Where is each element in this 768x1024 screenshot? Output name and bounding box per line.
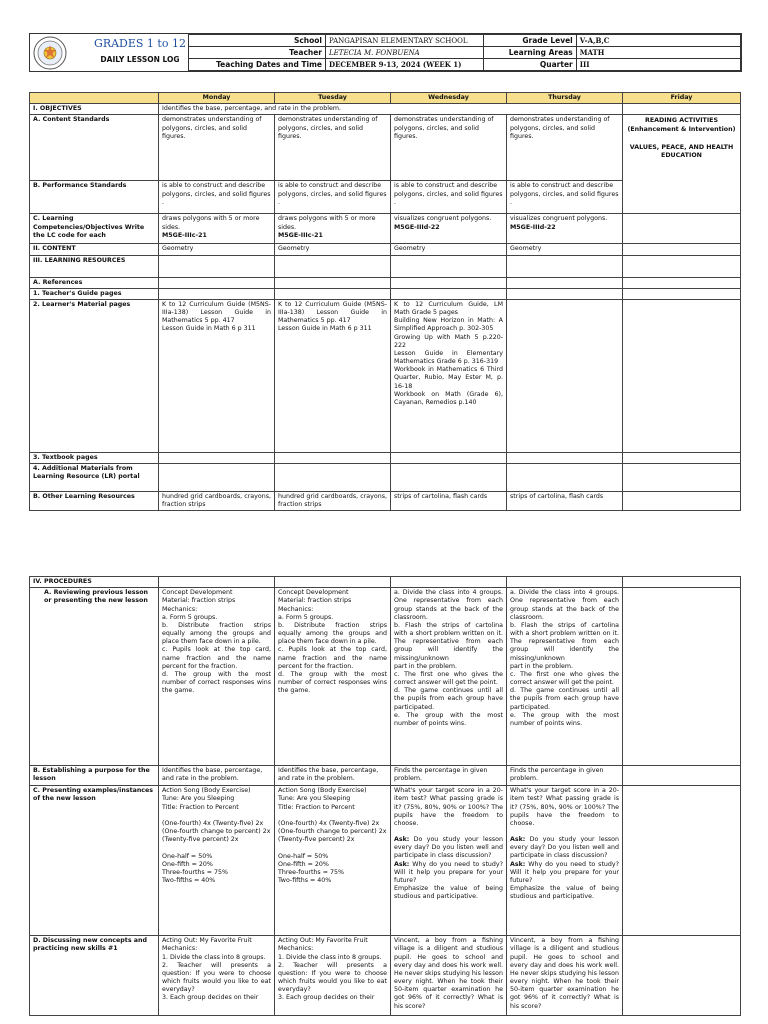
- learning-resources-label: III. LEARNING RESOURCES: [30, 255, 159, 277]
- content-row: [30, 244, 741, 255]
- content-standards-tue: demonstrates understanding of polygons, circles, and solid figures.: [275, 115, 391, 181]
- grade-level-value: V-A,B,C: [576, 35, 740, 47]
- competency-wed: [391, 214, 507, 244]
- addl-thu: [507, 464, 623, 492]
- blank-corner: [30, 93, 159, 104]
- purpose-mon: Identifies the base, percentage, and rate in the problem.: [159, 766, 275, 786]
- reviewing-row: [30, 588, 741, 766]
- presenting-thu-ask-1: [510, 836, 619, 861]
- reviewing-fri: [623, 588, 741, 766]
- deped-seal-icon: [33, 36, 67, 70]
- competency-thu-text: visualizes congruent polygons.: [510, 215, 608, 223]
- procedures-row: [30, 577, 741, 588]
- addl-wed: [391, 464, 507, 492]
- dates-label: Teaching Dates and Time: [189, 59, 326, 71]
- presenting-mon: Action Song (Body Exercise) Tune: Are you Sleeping Title: Fraction to Percent (One-fourth) 4x (Twenty-five) 2x (One-fourth change to percent) 2x (Twenty-five percent) 2x One-half = 50% One-fifth = 20% Three-fourths = 75% Two-fifths = 40%: [159, 786, 275, 936]
- competency-tue-text: draws polygons with 5 or more sides.: [278, 215, 376, 231]
- references-row: [30, 277, 741, 288]
- discussing-fri: [623, 936, 741, 1016]
- objectives-row: [30, 104, 741, 115]
- learning-resources-row: [30, 255, 741, 277]
- proc-tue: [275, 577, 391, 588]
- presenting-wed-ask-1: [394, 836, 503, 861]
- presenting-fri: [623, 786, 741, 936]
- presenting-tue: Action Song (Body Exercise) Tune: Are you Sleeping Title: Fraction to Percent (One-fourth) 4x (Twenty-five) 2x (One-fourth change to percent) 2x (Twenty-five percent) 2x One-half = 50% One-fifth = 20% Three-fourths = 75% Two-fifths = 40%: [275, 786, 391, 936]
- competency-thu-code: M5GE-IIId-22: [510, 223, 556, 231]
- performance-standards-wed: is able to construct and describe polygons, circles, and solid figures .: [391, 181, 507, 214]
- other-resources-wed: strips of cartolina, flash cards: [391, 492, 507, 511]
- purpose-row: [30, 766, 741, 786]
- log-title: GRADES 1 to 12: [94, 37, 186, 50]
- quarter-value: III: [576, 59, 740, 71]
- addl-tue: [275, 464, 391, 492]
- reviewing-mon: Concept Development Material: fraction strips Mechanics: a. Form 5 groups. b. Distribute fraction strips equally among the groups and place them face down in a pile. c. Pupils look at the top card, name fraction and the name percent for the fraction. d. The group with the most number of correct responses wins the game.: [159, 588, 275, 766]
- discussing-thu: Vincent, a boy from a fishing village is a diligent and studious pupil. He goes to school and every day and does his work well. He never skips studying his lesson every night. When he took their 50-item quarter examination he got 96% of it correctly? What is his score?: [507, 936, 623, 1016]
- friday-activities: [623, 115, 741, 214]
- school-label: School: [189, 35, 326, 47]
- learners-material-fri: [623, 299, 741, 452]
- quarter-label: Quarter: [484, 59, 576, 71]
- presenting-wed-ask-2: [394, 861, 503, 902]
- teachers-guide-row: [30, 288, 741, 299]
- textbook-thu: [507, 452, 623, 463]
- day-tuesday: Tuesday: [275, 93, 391, 104]
- competencies-row: [30, 214, 741, 244]
- competency-fri: [623, 214, 741, 244]
- tg-tue: [275, 288, 391, 299]
- textbook-wed: [391, 452, 507, 463]
- resources-wed: [391, 255, 507, 277]
- presenting-wed: [391, 786, 507, 936]
- content-wed: Geometry: [391, 244, 507, 255]
- competency-mon: [159, 214, 275, 244]
- performance-standards-thu: is able to construct and describe polygons, circles, and solid figures .: [507, 181, 623, 214]
- learners-material-thu: [507, 299, 623, 452]
- objectives-label: I. OBJECTIVES: [30, 104, 159, 115]
- textbook-mon: [159, 452, 275, 463]
- reviewing-label: A. Reviewing previous lesson or presenting the new lesson: [30, 588, 159, 766]
- header: [29, 33, 742, 72]
- content-label: II. CONTENT: [30, 244, 159, 255]
- tg-wed: [391, 288, 507, 299]
- presenting-thu: [507, 786, 623, 936]
- presenting-wed-q1: Do you study your lesson every day? Do you listen well and participate in class discussion?: [394, 836, 503, 860]
- performance-standards-tue: is able to construct and describe polygons, circles, and solid figures .: [275, 181, 391, 214]
- purpose-thu: Finds the percentage in given problem.: [507, 766, 623, 786]
- addl-mon: [159, 464, 275, 492]
- presenting-thu-target: What's your target score in a 20-item test? What passing grade is it? (75%, 80%, 90% or 100%? The pupils have the freedom to choose.: [510, 787, 619, 827]
- day-thursday: Thursday: [507, 93, 623, 104]
- dates-value: DECEMBER 9-13, 2024 (WEEK 1): [326, 59, 484, 71]
- reviewing-tue: Concept Development Material: fraction strips Mechanics: a. Form 5 groups. b. Distribute fraction strips equally among the groups and place them face down in a pile. c. Pupils look at the top card, name fraction and the name percent for the fraction. d. The group with the most number of correct responses wins the game.: [275, 588, 391, 766]
- textbook-tue: [275, 452, 391, 463]
- discussing-wed: Vincent, a boy from a fishing village is a diligent and studious pupil. He goes to school and every day and does his work well. He never skips studying his lesson every night. When he took their 50-item quarter examination he got 96% of it correctly? What is his score?: [391, 936, 507, 1016]
- addl-fri: [623, 464, 741, 492]
- header-info-table: [188, 34, 741, 71]
- procedures-label: IV. PROCEDURES: [30, 577, 159, 588]
- discussing-label: D. Discussing new concepts and practicing new skills #1: [30, 936, 159, 1016]
- school-value: PANGAPISAN ELEMENTARY SCHOOL: [326, 35, 484, 47]
- references-fri: [623, 277, 741, 288]
- learners-material-wed: K to 12 Curriculum Guide, LM Math Grade 5 pages Building New Horizon in Math: A Simplified Approach p. 302-305 Growing Up with Math 5 p.220-222 Lesson Guide in Elementary Mathematics Grade 6 p. 316-319 Workbook in Mathematics 6 Third Quarter, Rubio, May Ester M, p. 16-18 Workbook on Math (Grade 6), Cayanan, Remedios p.140: [391, 299, 507, 452]
- content-tue: Geometry: [275, 244, 391, 255]
- references-tue: [275, 277, 391, 288]
- reviewing-thu: a. Divide the class into 4 groups. One representative from each group stands at the back of the classroom. b. Flash the strips of cartolina with a short problem written on it. The representative from each group will identify the missing/unknown part in the problem. c. The first one who gives the correct answer will get the point. d. The game continues until all the pupils from each group have participated. e. The group with the most number of points wins.: [507, 588, 623, 766]
- friday-reading-activities: READING ACTIVITIES (Enhancement & Intervention): [627, 117, 736, 133]
- learning-areas-value: MATH: [576, 47, 740, 59]
- tg-thu: [507, 288, 623, 299]
- resources-tue: [275, 255, 391, 277]
- ask-label: Ask:: [510, 836, 526, 844]
- day-monday: Monday: [159, 93, 275, 104]
- presenting-wed-q2: Why do you need to study? Will it help you prepare for your future? Emphasize the value of being studious and participative.: [394, 860, 503, 901]
- content-standards-row: [30, 115, 741, 181]
- presenting-wed-target: What's your target score in a 20-item test? What passing grade is it? (75%, 80%, 90% or 100%? The pupils have the freedom to choose.: [394, 787, 503, 827]
- competencies-label: C. Learning Competencies/Objectives Write the LC code for each: [30, 214, 159, 244]
- presenting-thu-q2: Why do you need to study? Will it help you prepare for your future? Emphasize the value of being studious and participative.: [510, 860, 619, 901]
- other-resources-tue: hundred grid cardboards, crayons, fraction strips: [275, 492, 391, 511]
- textbook-label: 3. Textbook pages: [30, 452, 159, 463]
- content-standards-label: A. Content Standards: [30, 115, 159, 181]
- proc-mon: [159, 577, 275, 588]
- references-mon: [159, 277, 275, 288]
- teacher-value: LETECIA M. FONBUENA: [326, 47, 484, 59]
- learners-material-label: 2. Learner's Material pages: [30, 299, 159, 452]
- other-resources-fri: [623, 492, 741, 511]
- day-friday: Friday: [623, 93, 741, 104]
- day-wednesday: Wednesday: [391, 93, 507, 104]
- competency-wed-text: visualizes congruent polygons.: [394, 215, 492, 223]
- competency-tue: [275, 214, 391, 244]
- references-thu: [507, 277, 623, 288]
- content-standards-mon: demonstrates understanding of polygons, circles, and solid figures.: [159, 115, 275, 181]
- grade-level-label: Grade Level: [484, 35, 576, 47]
- competency-tue-code: M5GE-IIIc-21: [278, 231, 323, 239]
- lesson-plan-table-1: [29, 92, 741, 511]
- teachers-guide-label: 1. Teacher's Guide pages: [30, 288, 159, 299]
- other-resources-mon: hundred grid cardboards, crayons, fraction strips: [159, 492, 275, 511]
- learners-material-row: [30, 299, 741, 452]
- lesson-plan-table-2: [29, 576, 741, 1016]
- teacher-label: Teacher: [189, 47, 326, 59]
- proc-fri: [623, 577, 741, 588]
- competency-wed-code: M5GE-IIId-22: [394, 223, 440, 231]
- other-resources-thu: strips of cartolina, flash cards: [507, 492, 623, 511]
- resources-mon: [159, 255, 275, 277]
- presenting-thu-q1: Do you study your lesson every day? Do you listen well and participate in class discussion?: [510, 836, 619, 860]
- presenting-row: [30, 786, 741, 936]
- resources-thu: [507, 255, 623, 277]
- ask-label: Ask:: [510, 860, 526, 868]
- content-mon: Geometry: [159, 244, 275, 255]
- content-thu: Geometry: [507, 244, 623, 255]
- competency-thu: [507, 214, 623, 244]
- content-standards-wed: demonstrates understanding of polygons, circles, and solid figures.: [391, 115, 507, 181]
- ask-label: Ask:: [394, 860, 410, 868]
- tg-fri: [623, 288, 741, 299]
- textbook-fri: [623, 452, 741, 463]
- proc-wed: [391, 577, 507, 588]
- objectives-text: Identifies the base, percentage, and rate in the problem.: [159, 104, 623, 115]
- ask-label: Ask:: [394, 836, 410, 844]
- discussing-mon: Acting Out: My Favorite Fruit Mechanics: 1. Divide the class into 8 groups. 2. Teacher will presents a question: If you were to choose which fruits would you like to eat everyday? 3. Each group decides on their: [159, 936, 275, 1016]
- learning-areas-label: Learning Areas: [484, 47, 576, 59]
- learners-material-tue: K to 12 Curriculum Guide (M5NS-IIIa-138) Lesson Guide in Mathematics 5 pp. 417 Lesson Guide in Math 6 p 311: [275, 299, 391, 452]
- reviewing-wed: a. Divide the class into 4 groups. One representative from each group stands at the back of the classroom. b. Flash the strips of cartolina with a short problem written on it. The representative from each group will identify the missing/unknown part in the problem. c. The first one who gives the correct answer will get the point. d. The game continues until all the pupils from each group have participated. e. The group with the most number of points wins.: [391, 588, 507, 766]
- discussing-tue: Acting Out: My Favorite Fruit Mechanics: 1. Divide the class into 8 groups. 2. Teacher will presents a question: If you were to choose which fruits would you like to eat everyday? 3. Each group decides on their: [275, 936, 391, 1016]
- content-fri: [623, 244, 741, 255]
- tg-mon: [159, 288, 275, 299]
- learners-material-mon: K to 12 Curriculum Guide (M5NS-IIIa-138) Lesson Guide in Mathematics 5 pp. 417 Lesson Guide in Math 6 p 311: [159, 299, 275, 452]
- resources-fri: [623, 255, 741, 277]
- day-header-row: [30, 93, 741, 104]
- references-label: A. References: [30, 277, 159, 288]
- purpose-label: B. Establishing a purpose for the lesson: [30, 766, 159, 786]
- presenting-label: C. Presenting examples/instances of the new lesson: [30, 786, 159, 936]
- friday-blank: [623, 104, 741, 115]
- additional-materials-row: [30, 464, 741, 492]
- log-subtitle: DAILY LESSON LOG: [100, 55, 180, 64]
- competency-mon-code: M5GE-IIIc-21: [162, 231, 207, 239]
- other-resources-row: [30, 492, 741, 511]
- discussing-row: [30, 936, 741, 1016]
- presenting-thu-ask-2: [510, 861, 619, 902]
- performance-standards-mon: is able to construct and describe polygons, circles, and solid figures .: [159, 181, 275, 214]
- textbook-row: [30, 452, 741, 463]
- purpose-fri: [623, 766, 741, 786]
- content-standards-thu: demonstrates understanding of polygons, circles, and solid figures.: [507, 115, 623, 181]
- purpose-wed: Finds the percentage in given problem.: [391, 766, 507, 786]
- purpose-tue: Identifies the base, percentage, and rate in the problem.: [275, 766, 391, 786]
- additional-materials-label: 4. Additional Materials from Learning Resource (LR) portal: [30, 464, 159, 492]
- performance-standards-label: B. Performance Standards: [30, 181, 159, 214]
- proc-thu: [507, 577, 623, 588]
- references-wed: [391, 277, 507, 288]
- competency-mon-text: draws polygons with 5 or more sides.: [162, 215, 260, 231]
- other-resources-label: B. Other Learning Resources: [30, 492, 159, 511]
- friday-values-education: VALUES, PEACE, AND HEALTH EDUCATION: [629, 143, 734, 159]
